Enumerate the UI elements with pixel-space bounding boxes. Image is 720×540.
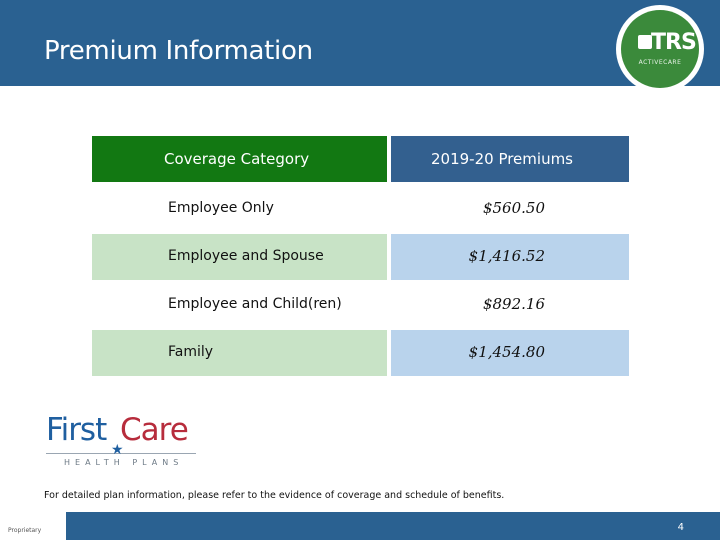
trs-logo-subtext: ACTIVECARE xyxy=(638,59,682,66)
table-row xyxy=(92,186,629,232)
star-icon: ★ xyxy=(111,442,124,458)
category-label: Employee and Spouse xyxy=(168,248,324,264)
premium-value: $892.16 xyxy=(482,295,545,313)
firstcare-logo-care: Care xyxy=(120,412,188,448)
trs-logo-text: TRS xyxy=(651,30,696,55)
firstcare-logo xyxy=(42,412,202,470)
texas-icon xyxy=(638,35,652,49)
premium-value: $560.50 xyxy=(482,199,545,217)
category-label: Employee Only xyxy=(168,200,274,216)
premium-cell xyxy=(391,186,629,232)
proprietary-label: Proprietary xyxy=(8,527,42,534)
firstcare-logo-tagline: HEALTH PLANS xyxy=(64,458,184,467)
premium-value: $1,454.80 xyxy=(468,343,545,361)
trs-logo-circle xyxy=(621,10,699,88)
premium-cell xyxy=(391,330,629,376)
page-number: 4 xyxy=(677,522,684,533)
category-cell xyxy=(92,186,387,232)
category-cell xyxy=(92,330,387,376)
table-row xyxy=(92,330,629,376)
premium-table xyxy=(92,136,629,378)
premium-cell xyxy=(391,282,629,328)
header-premiums xyxy=(391,136,629,182)
category-cell xyxy=(92,234,387,280)
slide-title: Premium Information xyxy=(44,36,313,66)
premium-cell xyxy=(391,234,629,280)
header-label: Coverage Category xyxy=(164,150,310,168)
trs-activecare-logo xyxy=(616,5,704,93)
category-cell xyxy=(92,282,387,328)
category-label: Employee and Child(ren) xyxy=(168,296,342,312)
header-label: 2019-20 Premiums xyxy=(431,150,574,168)
category-label: Family xyxy=(168,344,214,360)
table-row xyxy=(92,234,629,280)
header-coverage-category xyxy=(92,136,387,182)
footnote: For detailed plan information, please refer to the evidence of coverage and schedule of benefits. xyxy=(44,490,505,501)
footer-bar xyxy=(66,512,720,540)
firstcare-logo-first: First xyxy=(46,412,107,448)
premium-value: $1,416.52 xyxy=(468,247,545,265)
table-row xyxy=(92,282,629,328)
